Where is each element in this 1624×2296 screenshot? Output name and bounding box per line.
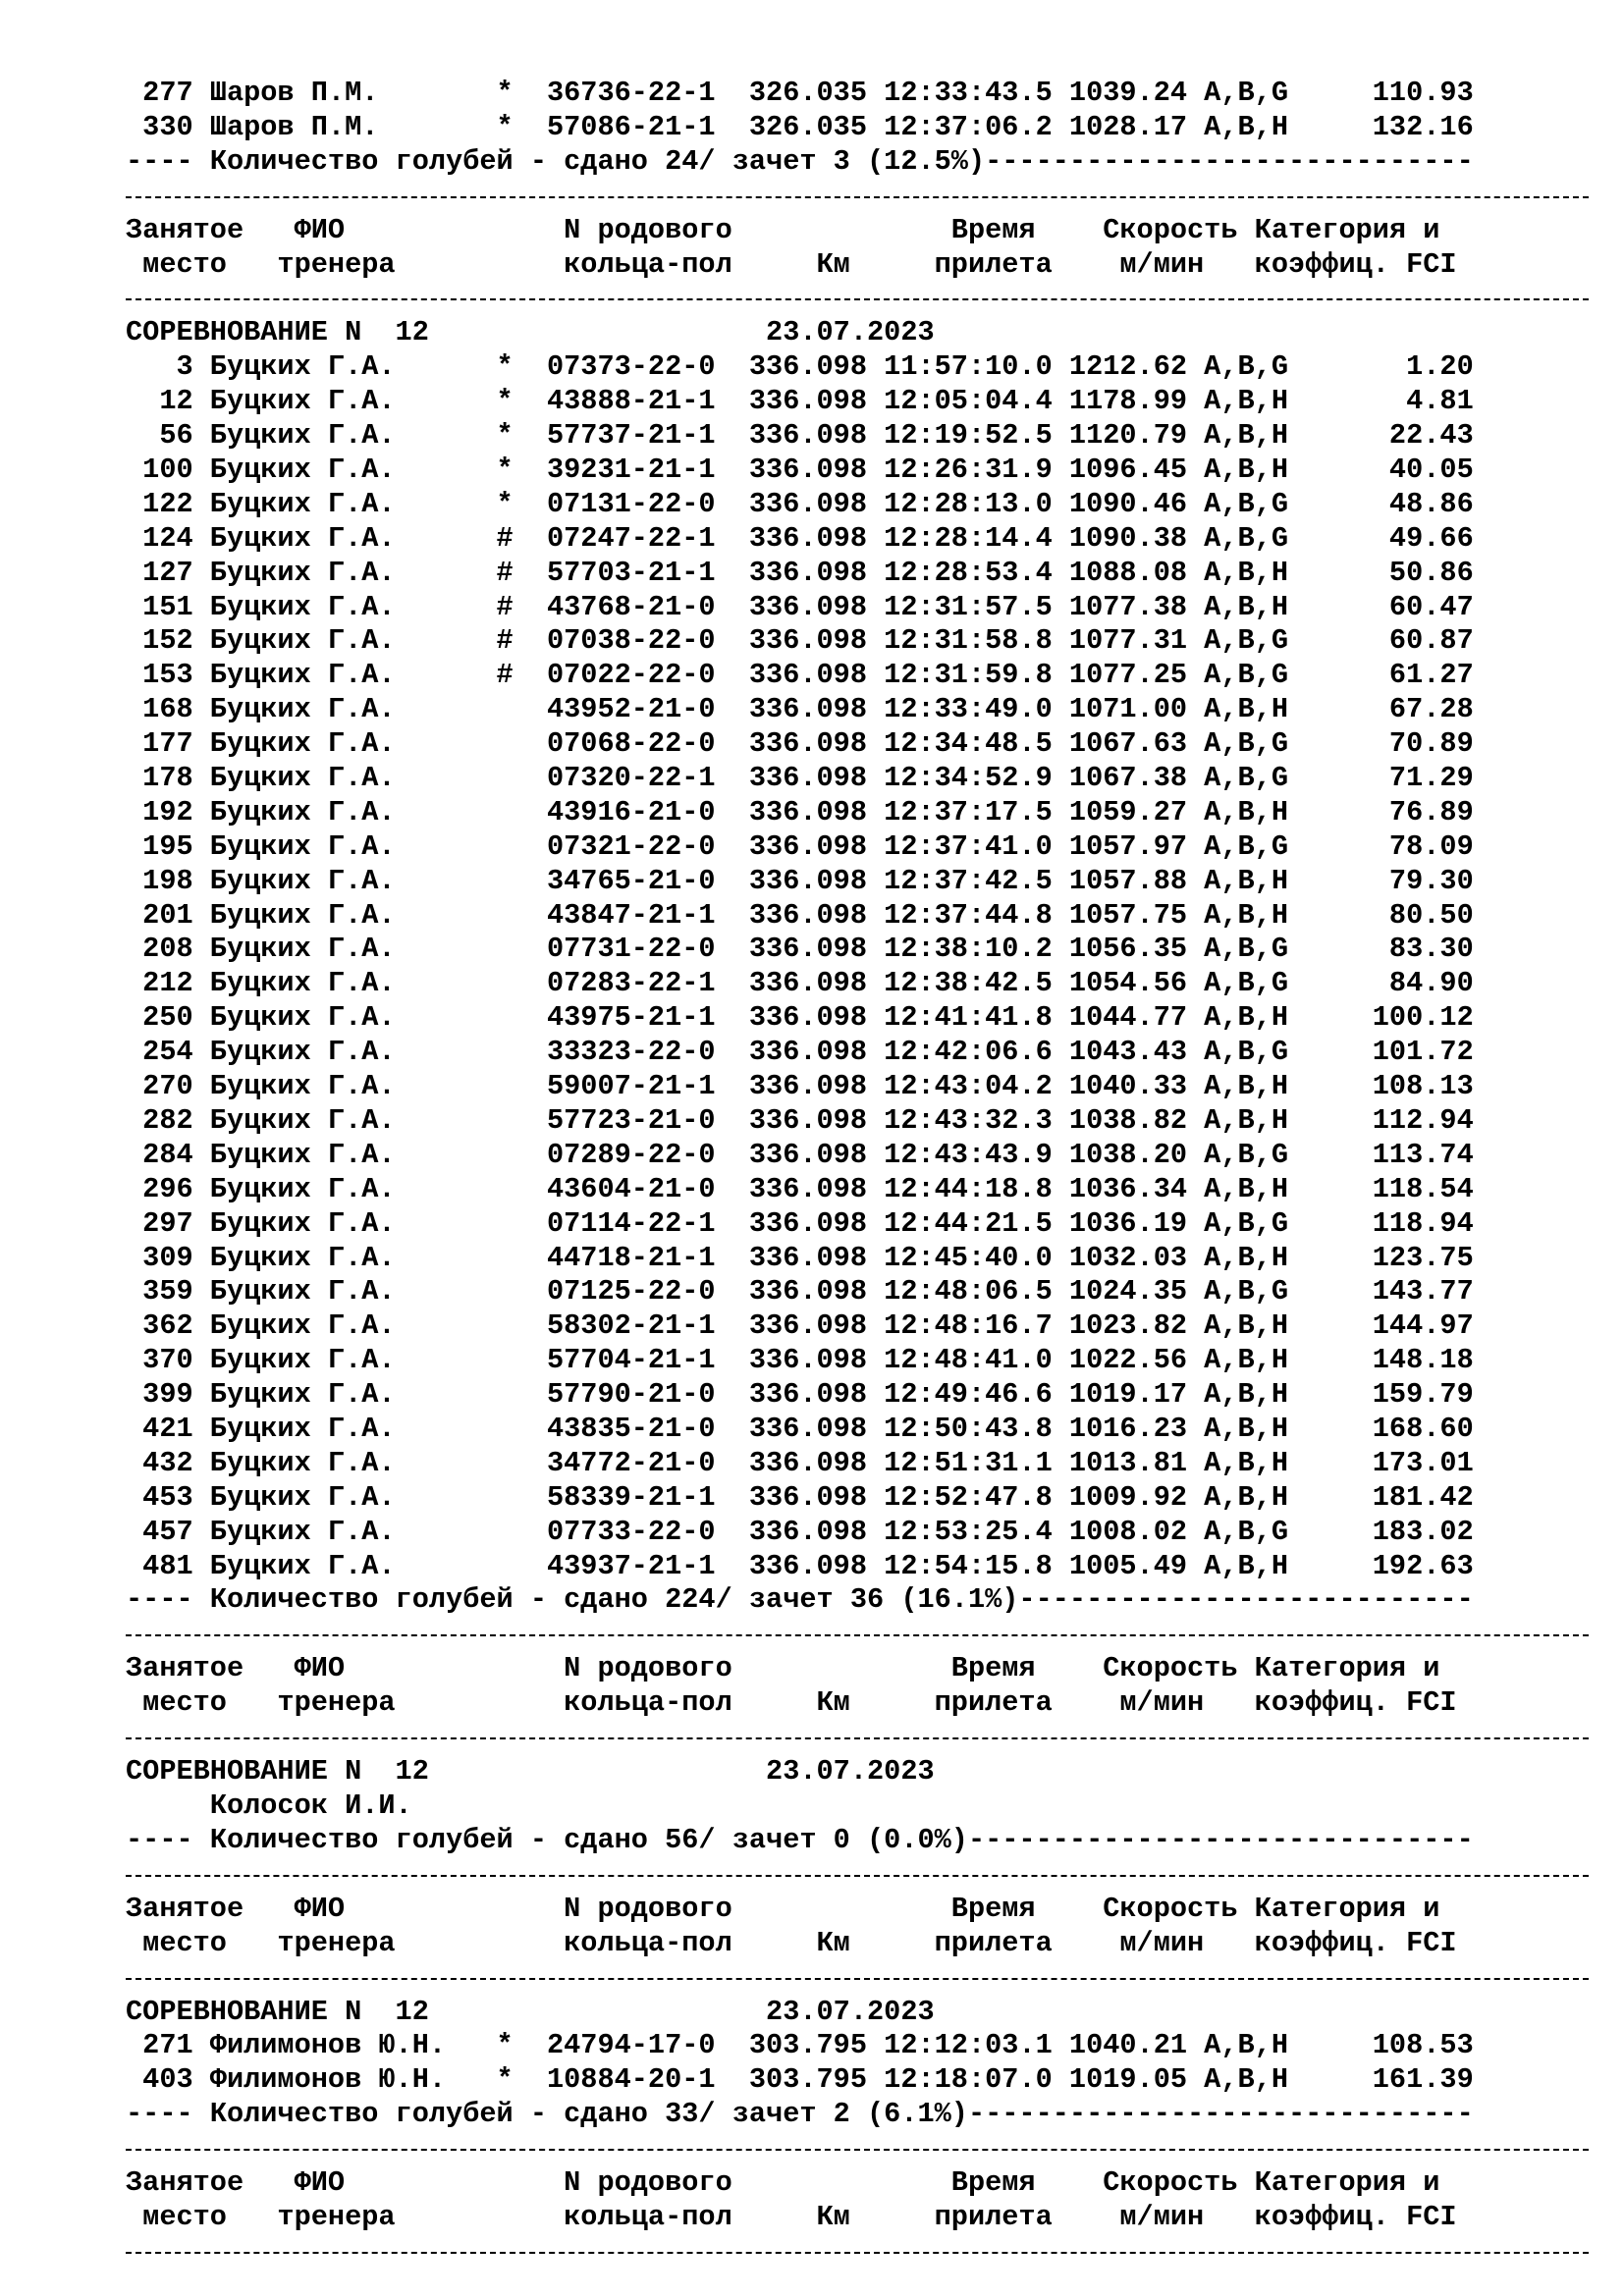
table-row: 168 Буцких Г.А. 43952-21-0 336.098 12:33:49.0 1071.00 A,B,H 67.28 xyxy=(126,693,1474,726)
dashed-separator xyxy=(126,1737,1589,1739)
dashed-separator xyxy=(126,1978,1589,1980)
summary-line: ---- Количество голубей - сдано 224/ зачет 36 (16.1%)--------------------------- xyxy=(126,1583,1474,1617)
table-row: 271 Филимонов Ю.Н. * 24794-17-0 303.795 12:12:03.1 1040.21 A,B,H 108.53 xyxy=(126,2029,1474,2062)
column-header-line-1: Занятое ФИО N родового Время Скорость Категория и xyxy=(126,1892,1440,1925)
table-row: 282 Буцких Г.А. 57723-21-0 336.098 12:43:32.3 1038.82 A,B,H 112.94 xyxy=(126,1103,1474,1137)
table-row: 151 Буцких Г.А. # 43768-21-0 336.098 12:31:57.5 1077.38 A,B,H 60.47 xyxy=(126,590,1474,623)
competition-title: СОРЕВНОВАНИЕ N 12 23.07.2023 xyxy=(126,1755,935,1789)
competition-title: СОРЕВНОВАНИЕ N 12 23.07.2023 xyxy=(126,1995,935,2028)
race-results-document xyxy=(126,77,1589,2269)
table-row: 421 Буцких Г.А. 43835-21-0 336.098 12:50:43.8 1016.23 A,B,H 168.60 xyxy=(126,1412,1474,1445)
table-row: 457 Буцких Г.А. 07733-22-0 336.098 12:53:25.4 1008.02 A,B,G 183.02 xyxy=(126,1515,1474,1548)
table-row: 296 Буцких Г.А. 43604-21-0 336.098 12:44:18.8 1036.34 A,B,H 118.54 xyxy=(126,1172,1474,1205)
table-row: 432 Буцких Г.А. 34772-21-0 336.098 12:51:31.1 1013.81 A,B,H 173.01 xyxy=(126,1446,1474,1479)
table-row: 359 Буцких Г.А. 07125-22-0 336.098 12:48:06.5 1024.35 A,B,G 143.77 xyxy=(126,1275,1474,1308)
table-row: 178 Буцких Г.А. 07320-22-1 336.098 12:34:52.9 1067.38 A,B,G 71.29 xyxy=(126,762,1474,795)
table-row: 330 Шаров П.М. * 57086-21-1 326.035 12:37:06.2 1028.17 A,B,H 132.16 xyxy=(126,110,1474,143)
table-row: 212 Буцких Г.А. 07283-22-1 336.098 12:38:42.5 1054.56 A,B,G 84.90 xyxy=(126,967,1474,1000)
column-header-line-2: место тренера кольца-пол Км прилета м/мин коэффиц. FCI xyxy=(126,1686,1457,1720)
table-row: 124 Буцких Г.А. # 07247-22-1 336.098 12:28:14.4 1090.38 A,B,G 49.66 xyxy=(126,521,1474,555)
table-row: 297 Буцких Г.А. 07114-22-1 336.098 12:44:21.5 1036.19 A,B,G 118.94 xyxy=(126,1206,1474,1240)
table-row: 270 Буцких Г.А. 59007-21-1 336.098 12:43:04.2 1040.33 A,B,H 108.13 xyxy=(126,1070,1474,1103)
column-header-line-2: место тренера кольца-пол Км прилета м/мин коэффиц. FCI xyxy=(126,2200,1457,2233)
table-row: 250 Буцких Г.А. 43975-21-1 336.098 12:41:41.8 1044.77 A,B,H 100.12 xyxy=(126,1001,1474,1035)
competition-title: СОРЕВНОВАНИЕ N 12 23.07.2023 xyxy=(126,316,935,349)
table-row: 370 Буцких Г.А. 57704-21-1 336.098 12:48:41.0 1022.56 A,B,H 148.18 xyxy=(126,1344,1474,1377)
dashed-separator xyxy=(126,1634,1589,1636)
table-row: 153 Буцких Г.А. # 07022-22-0 336.098 12:31:59.8 1077.25 A,B,G 61.27 xyxy=(126,659,1474,692)
table-row: 177 Буцких Г.А. 07068-22-0 336.098 12:34:48.5 1067.63 A,B,G 70.89 xyxy=(126,727,1474,761)
table-row: 481 Буцких Г.А. 43937-21-1 336.098 12:54:15.8 1005.49 A,B,H 192.63 xyxy=(126,1549,1474,1582)
dashed-separator xyxy=(126,196,1589,198)
fancier-name: Колосок И.И. xyxy=(126,1789,412,1822)
table-row: 453 Буцких Г.А. 58339-21-1 336.098 12:52:47.8 1009.92 A,B,H 181.42 xyxy=(126,1480,1474,1514)
table-row: 122 Буцких Г.А. * 07131-22-0 336.098 12:28:13.0 1090.46 A,B,G 48.86 xyxy=(126,487,1474,520)
dashed-separator xyxy=(126,298,1589,300)
table-row: 362 Буцких Г.А. 58302-21-1 336.098 12:48:16.7 1023.82 A,B,H 144.97 xyxy=(126,1309,1474,1343)
summary-line: ---- Количество голубей - сдано 33/ зачет 2 (6.1%)------------------------------ xyxy=(126,2098,1474,2131)
table-row: 208 Буцких Г.А. 07731-22-0 336.098 12:38:10.2 1056.35 A,B,G 83.30 xyxy=(126,933,1474,966)
dashed-separator xyxy=(126,2252,1589,2254)
table-row: 3 Буцких Г.А. * 07373-22-0 336.098 11:57:10.0 1212.62 A,B,G 1.20 xyxy=(126,350,1474,384)
column-header-line-1: Занятое ФИО N родового Время Скорость Категория и xyxy=(126,1652,1440,1685)
table-row: 277 Шаров П.М. * 36736-22-1 326.035 12:33:43.5 1039.24 A,B,G 110.93 xyxy=(126,77,1474,109)
column-header-line-1: Занятое ФИО N родового Время Скорость Категория и xyxy=(126,213,1440,246)
dashed-separator xyxy=(126,2149,1589,2151)
summary-line: ---- Количество голубей - сдано 56/ зачет 0 (0.0%)------------------------------ xyxy=(126,1823,1474,1856)
table-row: 152 Буцких Г.А. # 07038-22-0 336.098 12:31:58.8 1077.31 A,B,G 60.87 xyxy=(126,624,1474,658)
table-row: 399 Буцких Г.А. 57790-21-0 336.098 12:49:46.6 1019.17 A,B,H 159.79 xyxy=(126,1378,1474,1412)
table-row: 254 Буцких Г.А. 33323-22-0 336.098 12:42:06.6 1043.43 A,B,G 101.72 xyxy=(126,1036,1474,1069)
table-row: 192 Буцких Г.А. 43916-21-0 336.098 12:37:17.5 1059.27 A,B,H 76.89 xyxy=(126,795,1474,828)
column-header-line-2: место тренера кольца-пол Км прилета м/мин коэффиц. FCI xyxy=(126,1926,1457,1959)
table-row: 403 Филимонов Ю.Н. * 10884-20-1 303.795 12:18:07.0 1019.05 A,B,H 161.39 xyxy=(126,2063,1474,2097)
table-row: 309 Буцких Г.А. 44718-21-1 336.098 12:45:40.0 1032.03 A,B,H 123.75 xyxy=(126,1241,1474,1274)
column-header-line-2: место тренера кольца-пол Км прилета м/мин коэффиц. FCI xyxy=(126,247,1457,281)
table-row: 127 Буцких Г.А. # 57703-21-1 336.098 12:28:53.4 1088.08 A,B,H 50.86 xyxy=(126,556,1474,589)
table-row: 56 Буцких Г.А. * 57737-21-1 336.098 12:19:52.5 1120.79 A,B,H 22.43 xyxy=(126,419,1474,453)
table-row: 198 Буцких Г.А. 34765-21-0 336.098 12:37:42.5 1057.88 A,B,H 79.30 xyxy=(126,864,1474,897)
summary-line: ---- Количество голубей - сдано 24/ зачет 3 (12.5%)----------------------------- xyxy=(126,144,1474,178)
column-header-line-1: Занятое ФИО N родового Время Скорость Категория и xyxy=(126,2166,1440,2200)
table-row: 284 Буцких Г.А. 07289-22-0 336.098 12:43:43.9 1038.20 A,B,G 113.74 xyxy=(126,1138,1474,1171)
table-row: 100 Буцких Г.А. * 39231-21-1 336.098 12:26:31.9 1096.45 A,B,H 40.05 xyxy=(126,454,1474,487)
table-row: 201 Буцких Г.А. 43847-21-1 336.098 12:37:44.8 1057.75 A,B,H 80.50 xyxy=(126,898,1474,932)
table-row: 195 Буцких Г.А. 07321-22-0 336.098 12:37:41.0 1057.97 A,B,G 78.09 xyxy=(126,829,1474,863)
table-row: 12 Буцких Г.А. * 43888-21-1 336.098 12:05:04.4 1178.99 A,B,H 4.81 xyxy=(126,385,1474,418)
dashed-separator xyxy=(126,1875,1589,1877)
